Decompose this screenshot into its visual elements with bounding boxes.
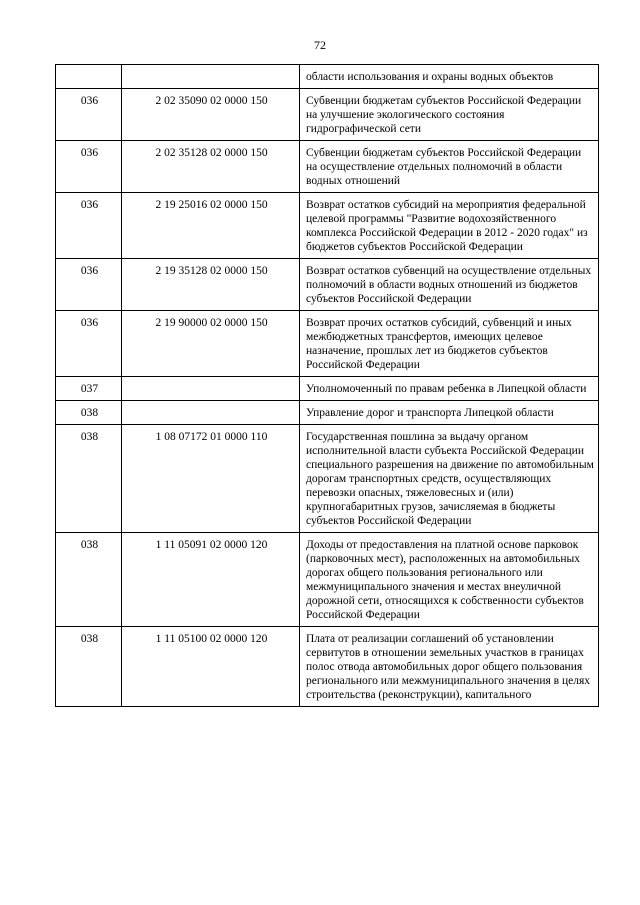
table-row [56, 401, 599, 425]
admin-code-cell: 036 [56, 141, 122, 193]
income-code-cell [122, 401, 300, 425]
table-row [56, 259, 599, 311]
table-row [56, 193, 599, 259]
income-name-cell: Доходы от предоставления на платной основе парковок (парковочных мест), расположенных на автомобильных дорогах общего пользования регионального или межмуниципального значения и местах внеуличной дорожной сети, относящихся к собственности субъектов Российской Федерации [300, 533, 599, 627]
table-row [56, 89, 599, 141]
income-name-cell: Уполномоченный по правам ребенка в Липецкой области [300, 377, 599, 401]
income-code-cell: 2 02 35090 02 0000 150 [122, 89, 300, 141]
admin-code-cell: 036 [56, 193, 122, 259]
income-code-cell: 2 19 90000 02 0000 150 [122, 311, 300, 377]
table-row [56, 65, 599, 89]
income-name-cell: Возврат остатков субсидий на мероприятия федеральной целевой программы "Развитие водохозяйственного комплекса Российской Федерации в 2012 - 2020 годах" из бюджетов субъектов Российской Федерации [300, 193, 599, 259]
income-name-cell: Возврат остатков субвенций на осуществление отдельных полномочий в области водных отношений из бюджетов субъектов Российской Федерации [300, 259, 599, 311]
admin-code-cell [56, 65, 122, 89]
admin-code-cell: 036 [56, 259, 122, 311]
admin-code-cell: 036 [56, 89, 122, 141]
income-name-cell: Государственная пошлина за выдачу органом исполнительной власти субъекта Российской Федерации специального разрешения на движение по автомобильным дорогам транспортных средств, осуществляющих перевозки опасных, тяжеловесных и (или) крупногабаритных грузов, зачисляемая в бюджеты субъектов Российской Федерации [300, 425, 599, 533]
income-code-cell: 2 19 35128 02 0000 150 [122, 259, 300, 311]
income-name-cell: Субвенции бюджетам субъектов Российской Федерации на улучшение экологического состояния гидрографической сети [300, 89, 599, 141]
admin-code-cell: 038 [56, 627, 122, 707]
income-code-cell: 2 02 35128 02 0000 150 [122, 141, 300, 193]
admin-code-cell: 038 [56, 425, 122, 533]
admin-code-cell: 038 [56, 401, 122, 425]
table-row [56, 141, 599, 193]
income-code-cell: 1 11 05100 02 0000 120 [122, 627, 300, 707]
income-codes-table [55, 64, 599, 707]
income-code-cell [122, 65, 300, 89]
admin-code-cell: 036 [56, 311, 122, 377]
income-code-cell: 2 19 25016 02 0000 150 [122, 193, 300, 259]
income-name-cell: Плата от реализации соглашений об установлении сервитутов в отношении земельных участков в границах полос отвода автомобильных дорог общего пользования регионального или межмуниципального значения в целях строительства (реконструкции), капитального [300, 627, 599, 707]
table-row [56, 311, 599, 377]
income-name-cell: Возврат прочих остатков субсидий, субвенций и иных межбюджетных трансфертов, имеющих целевое назначение, прошлых лет из бюджетов субъектов Российской Федерации [300, 311, 599, 377]
table-row [56, 425, 599, 533]
income-code-cell: 1 08 07172 01 0000 110 [122, 425, 300, 533]
income-name-cell: области использования и охраны водных объектов [300, 65, 599, 89]
income-name-cell: Управление дорог и транспорта Липецкой области [300, 401, 599, 425]
admin-code-cell: 038 [56, 533, 122, 627]
table-row [56, 533, 599, 627]
income-name-cell: Субвенции бюджетам субъектов Российской Федерации на осуществление отдельных полномочий в области водных отношений [300, 141, 599, 193]
table-row [56, 627, 599, 707]
income-code-cell: 1 11 05091 02 0000 120 [122, 533, 300, 627]
income-code-cell [122, 377, 300, 401]
page-number: 72 [314, 38, 326, 52]
table-row [56, 377, 599, 401]
admin-code-cell: 037 [56, 377, 122, 401]
